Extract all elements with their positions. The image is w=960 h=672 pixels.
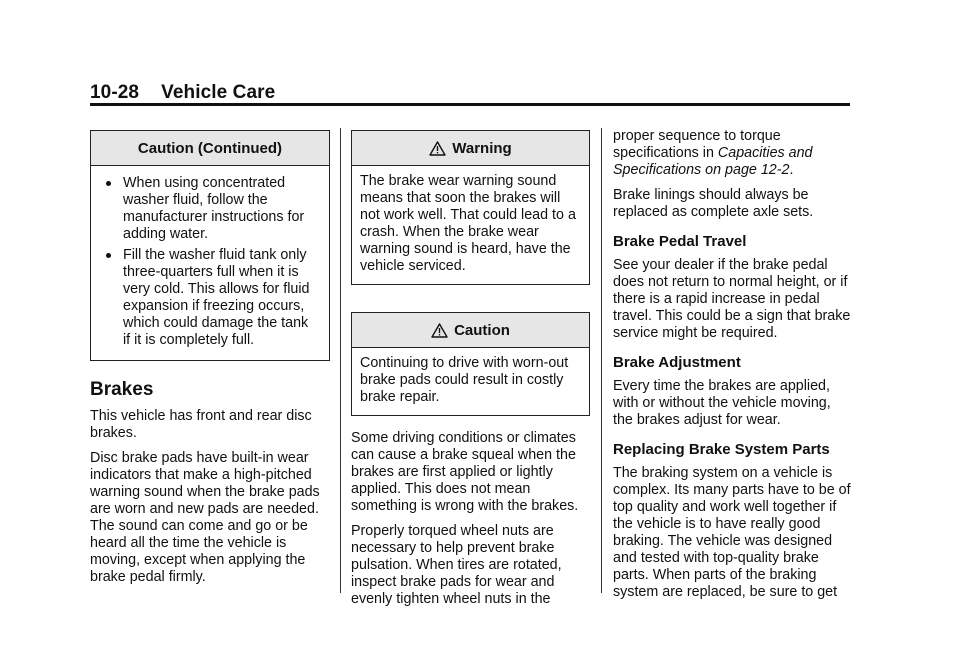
caution-text: Continuing to drive with worn-out brake pads could result in costly brake repair. bbox=[360, 355, 569, 405]
paragraph: Brake linings should always be replaced as complete axle sets. bbox=[613, 187, 814, 220]
caution-box-header bbox=[352, 313, 589, 348]
warning-text: The brake wear warning sound means that soon the brakes will not work well. That could lead to a crash. When the brake wear warning sound is heard, have the vehicle serviced. bbox=[360, 173, 576, 274]
page-number: 10-28 bbox=[90, 82, 140, 103]
header-rule bbox=[90, 103, 850, 106]
section-title: Vehicle Care bbox=[161, 82, 276, 103]
brake-pedal-travel-heading: Brake Pedal Travel bbox=[613, 233, 747, 250]
paragraph: This vehicle has front and rear disc brakes. bbox=[90, 408, 312, 441]
paragraph: Disc brake pads have built-in wear indicators that make a high-pitched warning sound when the brake pads are worn and new pads are needed. The sound can come and go or be heard all the time the vehicle is moving, except when applying the brake pedal firmly. bbox=[90, 450, 320, 585]
paragraph: The braking system on a vehicle is complex. Its many parts have to be of top quality and work well together if the vehicle is to have really good braking. The vehicle was designed and tested with top-quality brake parts. When parts of the braking system are replaced, be sure to get bbox=[613, 465, 851, 600]
column-2 bbox=[351, 128, 590, 616]
warning-box bbox=[351, 130, 590, 285]
paragraph: Some driving conditions or climates can cause a brake squeal when the brakes are first applied or lightly applied. This does not mean something is wrong with the brakes. bbox=[351, 430, 579, 514]
brakes-heading: Brakes bbox=[90, 379, 154, 400]
caution-bullet-item: When using concentrated washer fluid, follow the manufacturer instructions for adding water. bbox=[99, 175, 319, 243]
paragraph: proper sequence to torque specifications in Capacities and Specifications on page 12-2. bbox=[613, 128, 813, 178]
paragraph: Properly torqued wheel nuts are necessary to help prevent brake pulsation. When tires are rotated, inspect brake pads for wear and evenly tighten wheel nuts in the bbox=[351, 523, 562, 607]
replacing-brake-parts-heading: Replacing Brake System Parts bbox=[613, 441, 830, 458]
column-divider-1 bbox=[340, 128, 341, 593]
brake-adjustment-heading: Brake Adjustment bbox=[613, 354, 741, 371]
caution-continued-box bbox=[90, 130, 330, 361]
caution-bullet-list bbox=[99, 175, 319, 349]
caution-title: Caution bbox=[454, 321, 510, 339]
bullet-icon bbox=[106, 253, 111, 258]
page-header bbox=[90, 82, 275, 104]
column-1 bbox=[90, 128, 330, 594]
column-3 bbox=[613, 128, 853, 609]
caution-bullet-item: Fill the washer fluid tank only three-quarters full when it is very cold. This allows for fluid expansion if freezing occurs, which could damage the tank if it is completely full. bbox=[99, 247, 319, 349]
paragraph: See your dealer if the brake pedal does not return to normal height, or if there is a rapid increase in pedal travel. This could be a sign that brake service might be required. bbox=[613, 257, 851, 341]
caution-box bbox=[351, 312, 590, 416]
column-divider-2 bbox=[601, 128, 602, 593]
caution-continued-title: Caution (Continued) bbox=[91, 131, 329, 166]
paragraph: Every time the brakes are applied, with or without the vehicle moving, the brakes adjust for wear. bbox=[613, 378, 831, 428]
page-reference-link: Capacities and Specifications on page 12-2 bbox=[613, 145, 813, 178]
bullet-icon bbox=[106, 181, 111, 186]
warning-triangle-icon bbox=[431, 323, 448, 338]
warning-title: Warning bbox=[452, 139, 512, 157]
warning-box-header bbox=[352, 131, 589, 166]
warning-triangle-icon bbox=[429, 141, 446, 156]
